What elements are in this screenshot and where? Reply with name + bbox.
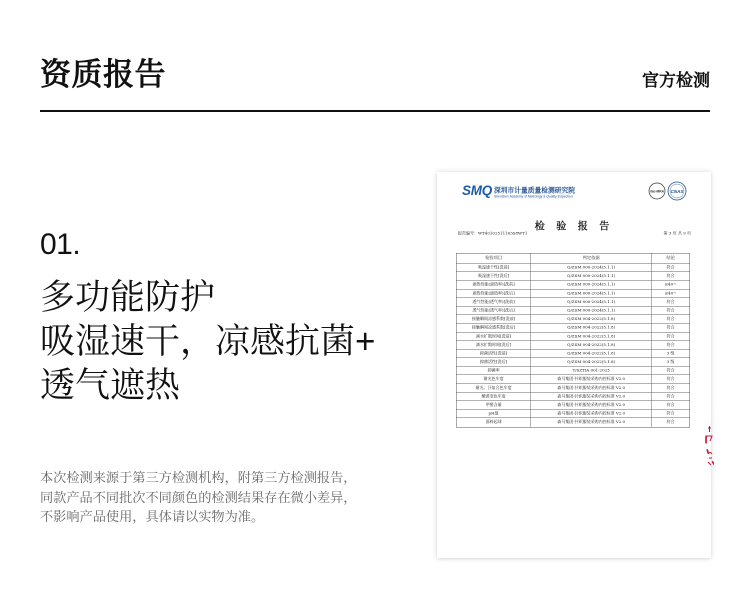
report-cell-standard: Q/ZSM 004-2022(5.1.8) — [531, 332, 651, 341]
report-table-row — [457, 367, 690, 376]
disclaimer-note — [40, 468, 357, 527]
report-table-row — [457, 410, 690, 419]
report-cell-result: 符合 — [652, 401, 690, 410]
report-cell-result: ≤40~ — [652, 281, 690, 290]
report-cell-result: 符合 — [652, 324, 690, 333]
test-report-document — [437, 172, 711, 558]
report-cell-standard: 森马集团-针织服装采购内控标准 V2.0 — [531, 401, 651, 410]
column-header-result: 结论 — [652, 254, 690, 264]
section-title: 资质报告 — [40, 57, 166, 92]
report-cell-standard: 森马集团-针织服装采购内控标准 V2.0 — [531, 410, 651, 419]
note-line: 同款产品不同批次不同颜色的检测结果存在微小差异， — [40, 489, 357, 505]
report-cell-standard: Q/ZSM 004-2022(5.1.8) — [531, 358, 651, 367]
report-table-row — [457, 289, 690, 298]
report-table-row — [457, 375, 690, 384]
report-cell-result: 3 级 — [652, 358, 690, 367]
report-cell-standard: 森马集团-针织服装采购内控标准 V2.0 — [531, 384, 651, 393]
ilac-mra-logo-text: ilac-MRA — [650, 189, 664, 194]
report-table-row — [457, 358, 690, 367]
report-cell-test-item: 遮热性能(遮热率)[洗前] — [457, 281, 532, 290]
report-cell-result: 符合 — [652, 367, 690, 376]
report-cell-test-item: 酸黄变色牢度 — [457, 392, 532, 401]
report-cell-result: 符合 — [652, 375, 690, 384]
report-cell-result: 符合 — [652, 298, 690, 307]
accreditation-logos — [647, 181, 693, 201]
report-cell-result: 符合 — [652, 384, 690, 393]
report-table-header-row — [457, 254, 690, 264]
report-cell-result: 符合 — [652, 272, 690, 281]
note-line: 不影响产品使用，具体请以实物为准。 — [40, 509, 265, 524]
report-cell-result: ≤40~ — [652, 289, 690, 298]
report-cell-standard: Q/ZSM 000-2024(5.1.1) — [531, 272, 651, 281]
column-header-test-item: 检验项目 — [457, 254, 532, 264]
report-cell-test-item: 抑菌率 — [457, 367, 532, 376]
report-cell-result: 符合 — [652, 264, 690, 273]
report-table-row — [457, 332, 690, 341]
report-table-row — [457, 384, 690, 393]
report-cell-test-item: 透气性能(透气率)[洗前] — [457, 298, 532, 307]
report-cell-test-item: 透气性能(透气率)[洗后] — [457, 306, 532, 315]
report-cell-test-item: 滴水扩散时间[洗后] — [457, 341, 532, 350]
report-table-row — [457, 401, 690, 410]
test-report-image — [437, 172, 711, 558]
report-results-table — [456, 253, 690, 427]
report-cell-standard: 森马集团-针织服装采购内控标准 V2.0 — [531, 418, 651, 427]
report-cell-test-item: 遮热性能(遮热率)[洗后] — [457, 289, 532, 298]
report-cell-standard: Q/ZSM 000-2024(5.1.1) — [531, 306, 651, 315]
feature-number: 01. — [40, 228, 81, 261]
report-cell-result: 符合 — [652, 410, 690, 419]
report-cell-test-item: 吸湿速干性[洗前] — [457, 264, 532, 273]
report-cell-test-item: 接触瞬间凉感系数[洗前] — [457, 315, 532, 324]
report-cell-test-item: 抑菌活性[洗前] — [457, 349, 532, 358]
report-cell-standard: 森马集团-针织服装采购内控标准 V2.0 — [531, 375, 651, 384]
smq-logo: SMQ — [462, 183, 493, 198]
report-cell-test-item: 接触瞬间凉感系数[洗后] — [457, 324, 532, 333]
institute-name-cn: 深圳市计量质量检测研究院 — [494, 186, 575, 194]
report-number: 报告编号：WT40102511163S8WT1 — [458, 231, 528, 236]
note-line: 本次检测来源于第三方检测机构，附第三方检测报告， — [40, 470, 357, 485]
report-cell-test-item: 面料起球 — [457, 418, 532, 427]
report-cell-result: 3 级 — [652, 349, 690, 358]
report-cell-result: 符合 — [666, 419, 675, 425]
report-table-row — [457, 264, 690, 273]
report-cell-result: 符合 — [652, 341, 690, 350]
report-table-row — [457, 324, 690, 333]
report-cell-standard: Q/ZSM 004-2022(5.1.8) — [531, 324, 651, 333]
cnas-logo-text: CNAS — [670, 188, 684, 194]
report-cell-test-item: 耐光色牢度 — [457, 375, 532, 384]
report-cell-test-item: 耐光、汗复合色牢度 — [457, 384, 532, 393]
report-cell-standard: T/SZTIA 001-2023 — [531, 367, 651, 376]
report-cell-standard: Q/ZSM 000-2024(5.1.1) — [531, 264, 651, 273]
report-cell-result: 符合 — [652, 332, 690, 341]
report-cell-standard: Q/ZSM 004-2022(5.1.8) — [531, 349, 651, 358]
ilac-mra-logo — [649, 183, 665, 199]
report-cell-test-item: 滴水扩散时间[洗前] — [457, 332, 532, 341]
report-cell-standard: Q/ZSM 004-2022(5.1.8) — [531, 315, 651, 324]
report-cell-standard: Q/ZSM 000-2024(5.1.1) — [531, 298, 651, 307]
report-cell-result: 符合 — [652, 392, 690, 401]
report-table-body — [457, 264, 690, 427]
report-table-row — [457, 306, 690, 315]
report-cell-standard: Q/ZSM 004-2022(5.1.8) — [531, 341, 651, 350]
report-cell-test-item: 吸湿速干性[洗后] — [457, 272, 532, 281]
report-cell-result: 符合 — [652, 306, 690, 315]
report-cell-standard: Q/ZSM 000-2024(5.1.1) — [531, 289, 651, 298]
report-table-row — [457, 418, 690, 427]
report-table-row — [457, 281, 690, 290]
report-title: 检 验 报 告 — [534, 220, 614, 232]
report-table-row — [457, 272, 690, 281]
institute-name-en: Shenzhen Academy of Metrology & Quality Inspection — [494, 195, 573, 199]
report-table-row — [457, 298, 690, 307]
headline-line: 透气遮热 — [40, 366, 181, 405]
seal-stamp-fragment — [702, 410, 714, 470]
report-cell-standard: 森马集团-针织服装采购内控标准 V2.0 — [531, 392, 651, 401]
report-table-header — [457, 254, 690, 264]
report-table-row — [457, 341, 690, 350]
feature-headline — [40, 276, 375, 408]
report-table-row — [457, 315, 690, 324]
report-table-row — [457, 392, 690, 401]
header-divider — [40, 110, 710, 112]
cnas-logo — [668, 182, 686, 200]
report-cell-test-item: 甲醛含量 — [457, 401, 532, 410]
report-cell-test-item: 抑菌活性[洗后] — [457, 358, 532, 367]
report-cell-test-item: pH值 — [457, 410, 532, 419]
report-page-info: 第 3 页 共 9 页 — [663, 231, 691, 236]
report-cell-standard: Q/ZSM 000-2024(5.1.1) — [531, 281, 651, 290]
headline-line: 多功能防护 — [40, 278, 216, 317]
column-header-standard: 判定依据 — [531, 254, 651, 264]
report-cell-result: 符合 — [652, 315, 690, 324]
report-table-row — [457, 349, 690, 358]
headline-line: 吸湿速干，凉感抗菌+ — [40, 322, 376, 361]
official-test-label: 官方检测 — [642, 71, 710, 90]
